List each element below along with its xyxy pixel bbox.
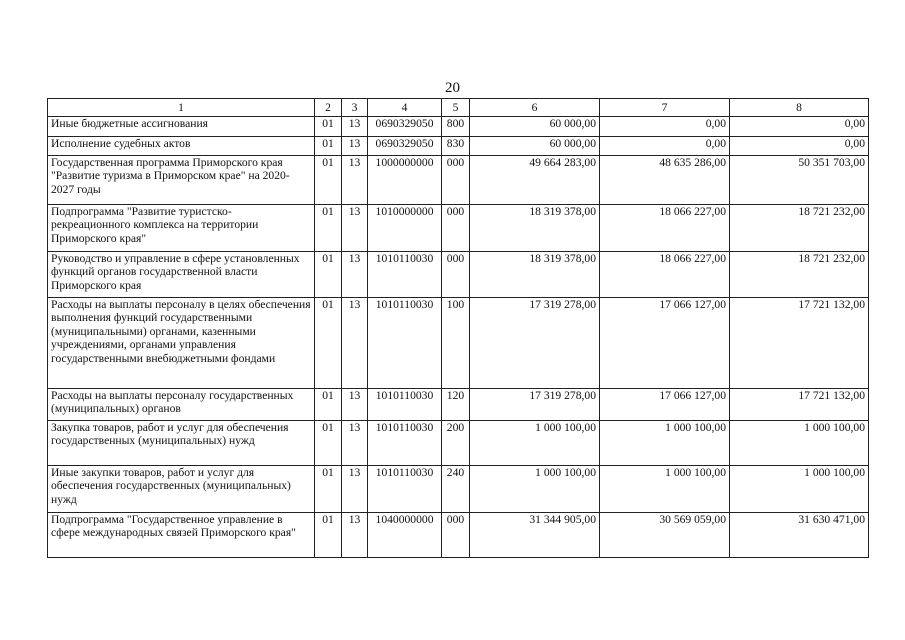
- target-article-cell: 0690329050: [368, 117, 442, 137]
- expense-type-cell: 200: [442, 421, 470, 466]
- target-article-cell: 1010110030: [368, 389, 442, 421]
- table-row: [48, 252, 869, 298]
- amount-col8-cell: 31 630 471,00: [730, 513, 869, 558]
- expense-type-cell: 100: [442, 298, 470, 389]
- amount-col6-cell: 18 319 378,00: [470, 205, 600, 252]
- target-article-cell: 1010110030: [368, 466, 442, 513]
- amount-col6-cell: 17 319 278,00: [470, 298, 600, 389]
- subsection-cell: 13: [342, 156, 368, 205]
- table-row: [48, 466, 869, 513]
- column-header: 3: [342, 99, 368, 117]
- table-row: [48, 117, 869, 137]
- target-article-cell: 0690329050: [368, 137, 442, 156]
- amount-col6-cell: 1 000 100,00: [470, 466, 600, 513]
- target-article-cell: 1040000000: [368, 513, 442, 558]
- target-article-cell: 1010110030: [368, 298, 442, 389]
- section-cell: 01: [315, 513, 342, 558]
- row-name-cell: Подпрограмма "Развитие туристско-рекреационного комплекса на территории Приморского края": [48, 205, 315, 252]
- row-name-cell: Закупка товаров, работ и услуг для обеспечения государственных (муниципальных) нужд: [48, 421, 315, 466]
- amount-col6-cell: 60 000,00: [470, 137, 600, 156]
- table-row: [48, 421, 869, 466]
- amount-col8-cell: 1 000 100,00: [730, 466, 869, 513]
- section-cell: 01: [315, 389, 342, 421]
- table-row: [48, 298, 869, 389]
- amount-col8-cell: 17 721 132,00: [730, 389, 869, 421]
- subsection-cell: 13: [342, 137, 368, 156]
- row-name-cell: Иные бюджетные ассигнования: [48, 117, 315, 137]
- target-article-cell: 1000000000: [368, 156, 442, 205]
- amount-col8-cell: 18 721 232,00: [730, 252, 869, 298]
- amount-col7-cell: 17 066 127,00: [600, 389, 730, 421]
- row-name-cell: Руководство и управление в сфере установленных функций органов государственной власти Приморского края: [48, 252, 315, 298]
- section-cell: 01: [315, 205, 342, 252]
- row-name-cell: Расходы на выплаты персоналу в целях обеспечения выполнения функций государственными (муниципальными) органами, казенными учреждениями, органами управления государственными внебюджетными фондами: [48, 298, 315, 389]
- target-article-cell: 1010110030: [368, 252, 442, 298]
- amount-col8-cell: 1 000 100,00: [730, 421, 869, 466]
- column-header: 6: [470, 99, 600, 117]
- amount-col7-cell: 1 000 100,00: [600, 421, 730, 466]
- subsection-cell: 13: [342, 298, 368, 389]
- table-row: [48, 205, 869, 252]
- table-row: [48, 389, 869, 421]
- column-header: 8: [730, 99, 869, 117]
- amount-col6-cell: 49 664 283,00: [470, 156, 600, 205]
- subsection-cell: 13: [342, 205, 368, 252]
- amount-col7-cell: 30 569 059,00: [600, 513, 730, 558]
- column-header: 5: [442, 99, 470, 117]
- expense-type-cell: 120: [442, 389, 470, 421]
- budget-table: [47, 98, 869, 558]
- table-row: [48, 137, 869, 156]
- amount-col7-cell: 18 066 227,00: [600, 205, 730, 252]
- expense-type-cell: 000: [442, 513, 470, 558]
- section-cell: 01: [315, 156, 342, 205]
- column-header: 4: [368, 99, 442, 117]
- subsection-cell: 13: [342, 389, 368, 421]
- row-name-cell: Подпрограмма "Государственное управление в сфере международных связей Приморского края": [48, 513, 315, 558]
- amount-col7-cell: 1 000 100,00: [600, 466, 730, 513]
- subsection-cell: 13: [342, 421, 368, 466]
- amount-col7-cell: 17 066 127,00: [600, 298, 730, 389]
- row-name-cell: Иные закупки товаров, работ и услуг для обеспечения государственных (муниципальных) нужд: [48, 466, 315, 513]
- table-header-row: [48, 99, 869, 117]
- row-name-cell: Расходы на выплаты персоналу государственных (муниципальных) органов: [48, 389, 315, 421]
- target-article-cell: 1010000000: [368, 205, 442, 252]
- section-cell: 01: [315, 298, 342, 389]
- amount-col7-cell: 0,00: [600, 137, 730, 156]
- row-name-cell: Исполнение судебных актов: [48, 137, 315, 156]
- section-cell: 01: [315, 252, 342, 298]
- column-header: 7: [600, 99, 730, 117]
- amount-col7-cell: 18 066 227,00: [600, 252, 730, 298]
- amount-col8-cell: 17 721 132,00: [730, 298, 869, 389]
- section-cell: 01: [315, 421, 342, 466]
- expense-type-cell: 000: [442, 205, 470, 252]
- page-number: 20: [445, 80, 460, 96]
- column-header: 2: [315, 99, 342, 117]
- expense-type-cell: 000: [442, 156, 470, 205]
- expense-type-cell: 000: [442, 252, 470, 298]
- table-row: [48, 513, 869, 558]
- amount-col6-cell: 31 344 905,00: [470, 513, 600, 558]
- section-cell: 01: [315, 117, 342, 137]
- column-header: 1: [48, 99, 315, 117]
- expense-type-cell: 800: [442, 117, 470, 137]
- amount-col8-cell: 50 351 703,00: [730, 156, 869, 205]
- subsection-cell: 13: [342, 466, 368, 513]
- amount-col8-cell: 0,00: [730, 117, 869, 137]
- amount-col6-cell: 60 000,00: [470, 117, 600, 137]
- expense-type-cell: 240: [442, 466, 470, 513]
- amount-col6-cell: 18 319 378,00: [470, 252, 600, 298]
- expense-type-cell: 830: [442, 137, 470, 156]
- section-cell: 01: [315, 466, 342, 513]
- amount-col6-cell: 17 319 278,00: [470, 389, 600, 421]
- amount-col8-cell: 0,00: [730, 137, 869, 156]
- target-article-cell: 1010110030: [368, 421, 442, 466]
- amount-col7-cell: 0,00: [600, 117, 730, 137]
- section-cell: 01: [315, 137, 342, 156]
- amount-col7-cell: 48 635 286,00: [600, 156, 730, 205]
- subsection-cell: 13: [342, 252, 368, 298]
- amount-col6-cell: 1 000 100,00: [470, 421, 600, 466]
- row-name-cell: Государственная программа Приморского края "Развитие туризма в Приморском крае" на 2020-2027 годы: [48, 156, 315, 205]
- subsection-cell: 13: [342, 117, 368, 137]
- subsection-cell: 13: [342, 513, 368, 558]
- table-row: [48, 156, 869, 205]
- amount-col8-cell: 18 721 232,00: [730, 205, 869, 252]
